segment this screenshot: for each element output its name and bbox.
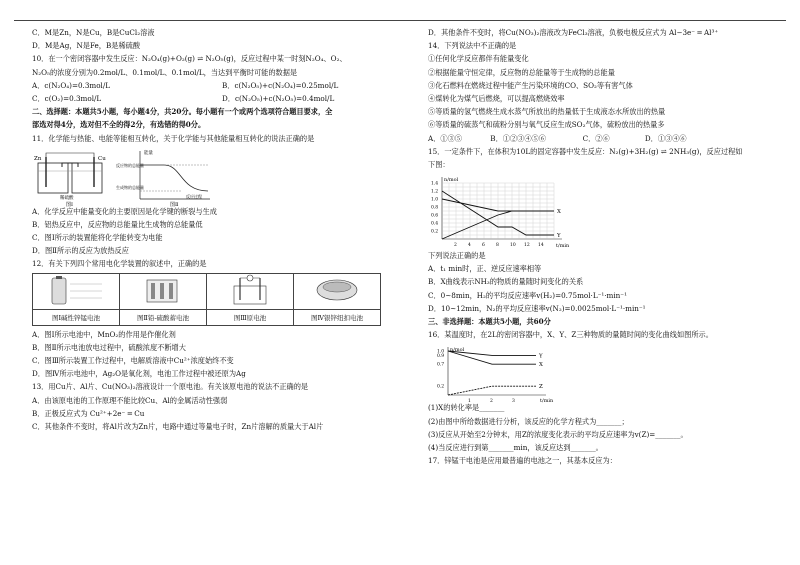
chart1-series-x-label: X	[557, 209, 561, 216]
q11-option-c: C．图Ⅰ所示的装置能将化学能转变为电能	[32, 233, 163, 243]
chart1-y-tick-label: 1.2	[431, 189, 439, 195]
chart1-y-tick-label: 0.4	[431, 221, 439, 227]
q14-options	[428, 134, 800, 144]
cell-1-image	[33, 273, 120, 309]
chart1-ylabel: n/mol	[444, 177, 459, 184]
q12-option-a: A．图Ⅰ所示电池中，MnO₂的作用是作催化剂	[32, 329, 176, 339]
q12-option-b: B．图Ⅱ所示电池放电过程中，硫酸浓度不断增大	[32, 342, 186, 352]
chart1-y-tick-label: 0.6	[431, 213, 439, 219]
q10-option-b: B．c(N₂O₅)+c(N₂O₄)=0.25mol/L	[222, 80, 339, 90]
chart2-y-tick-label: 1.0	[437, 349, 445, 355]
figure-1-cell	[34, 153, 106, 207]
q14-option-a: A．①③⑤	[428, 133, 462, 143]
q15-option-b: B．X曲线表示NH₃的物质的量随时间变化的关系	[428, 277, 584, 287]
cell-2-image	[120, 273, 207, 309]
q15-option-c: C．0~8min，H₂的平均反应速率v(H₂)=0.75mol·L⁻¹·min⁻¹	[428, 290, 627, 300]
alkaline-battery-icon	[46, 274, 106, 306]
q12-caption-row	[33, 309, 381, 325]
q15-stem: 15．一定条件下，在体积为10L的固定容器中发生反应：N₂(g)+3H₂(g) ⇌ 2NH₃(g)，反应过程如	[428, 146, 743, 156]
q11-stem: 11．化学能与热能、电能等能相互转化，关于化学能与其他能量相互转化的说法正确的是	[32, 133, 315, 143]
q16-part-1: (1)X的转化率是_______	[428, 403, 505, 413]
chart2-series-x-label: X	[539, 362, 543, 369]
chart2-x-tick-label: 1	[468, 399, 471, 404]
section-2-heading: 二、选择题：本题共5小题，每小题4分，共20分。每小题有一个或两个选项符合题目要求，全	[32, 107, 333, 117]
left-column	[32, 28, 412, 435]
q10-options-cd	[32, 94, 412, 104]
chart1-y-tick-label: 1.4	[431, 181, 439, 187]
q14-option-d: D．①③④⑥	[644, 133, 687, 143]
section-3-heading: 三、非选择题：本题共5小题，共60分	[428, 317, 551, 326]
q16-chart	[428, 343, 568, 403]
q12-stem: 12．有关下列四个常用电化学装置的叙述中，正确的是	[32, 259, 207, 269]
chart1-x-tick-label: 2	[454, 243, 457, 249]
q12-option-d: D．图Ⅳ所示电池中，Ag₂O是氧化剂，电池工作过程中被还原为Ag	[32, 369, 246, 379]
q12-option-c: C．图Ⅲ所示装置工作过程中，电解质溶液中Cu²⁺浓度始终不变	[32, 356, 234, 365]
chart2-series-z-line	[448, 387, 536, 396]
chart1-x-tick-label: 12	[524, 243, 530, 249]
q14-statement-2: ②根据能量守恒定律，反应物的总能量等于生成物的总能量	[428, 67, 615, 77]
q16-part-3: (3)反应从开始至2分钟末，用Z的浓度变化表示的平均反应速率为v(Z)=_______。	[428, 429, 688, 439]
figure-2-label: 图Ⅱ	[170, 201, 179, 207]
cell-4-image	[294, 273, 381, 309]
q15-stem-2: 下图：	[428, 159, 450, 169]
figure-1-cu-label: Cu	[98, 155, 106, 162]
q14-statement-4: ④煤转化为煤气后燃烧，可以提高燃烧效率	[428, 93, 565, 103]
chart1-x-tick-label: 10	[510, 243, 516, 249]
q15-option-a: A．t₁ min时，正、逆反应速率相等	[428, 264, 542, 274]
q15-question: 下列说法正确的是	[428, 251, 486, 261]
cell-2-caption: 图Ⅱ铅-硫酸蓄电池	[120, 309, 207, 325]
q13-option-d: D．其他条件不变时，将Cu(NO₃)₂溶液改为FeCl₃溶液，负极电极反应式为 Al−3e⁻ ═ Al³⁺	[428, 28, 719, 37]
figure-2-energy-label: 能量	[144, 150, 153, 156]
right-column	[428, 28, 800, 469]
chart2-series-z-label: Z	[539, 384, 543, 391]
q16-stem: 16．某温度时，在2L的密闭容器中，X、Y、Z三种物质的量随时间的变化曲线如图所示。	[428, 330, 713, 340]
chart1-xlabel: t/min	[556, 243, 570, 250]
q14-statement-3: ③化石燃料在燃烧过程中能产生污染环境的CO、SO₂等有害气体	[428, 80, 633, 90]
q17-stem: 17．锌锰干电池是应用最普遍的电池之一，其基本反应为：	[428, 456, 617, 466]
q9-option-d: D．M是Ag，N是Fe，B是稀硫酸	[32, 41, 141, 51]
q16-part-4: (4)当反应进行到第_______min，该反应达到_______。	[428, 442, 603, 452]
figure-1-label: 图Ⅰ	[66, 201, 73, 207]
q10-stem-2: N₂O₅的浓度分别为0.2mol/L、0.1mol/L、0.1mol/L，当达到平衡时可能的数据是	[32, 67, 298, 77]
figure-2-energy-diagram	[116, 149, 210, 207]
q13-stem: 13．用Cu片、Al片、Cu(NO₃)₂溶液设计一个原电池。有关该原电池的说法不正确的是	[32, 382, 309, 392]
chart1-y-tick-label: 1.0	[431, 197, 439, 203]
q13-option-a: A．由该原电池的工作原理不能比较Cu、Al的金属活动性强弱	[32, 395, 228, 405]
button-cell-icon	[307, 274, 367, 306]
q16-part-2: (2)由图中所给数据进行分析，该反应的化学方程式为_______；	[428, 416, 629, 426]
figure-2-products-label: 生成物的总能量	[116, 184, 144, 190]
q14-statement-5: ⑤等质量的氢气燃烧生成水蒸气所放出的热量低于生成液态水所放出的热量	[428, 107, 666, 117]
cell-1-caption: 图Ⅰ碱性锌锰电池	[33, 309, 120, 325]
q14-option-c: C．②⑥	[582, 133, 610, 143]
q11-option-a: A．化学反应中能量变化的主要原因是化学键的断裂与生成	[32, 206, 217, 216]
q12-image-row	[33, 273, 381, 309]
chart1-y-tick-label: 0.2	[431, 229, 439, 235]
q9-option-c: C．M是Zn，N是Cu，B是CuCl₂溶液	[32, 28, 155, 37]
chart1-x-tick-label: 4	[468, 243, 471, 249]
q14-statement-6: ⑥等质量的硫蒸气和硫粉分别与氧气反应生成SO₂气体，硫粉放出的热量多	[428, 120, 665, 130]
q14-option-b: B．①②③④⑤⑥	[490, 133, 546, 143]
header-rule	[14, 20, 786, 21]
q11-option-d: D．图Ⅱ所示的反应为放热反应	[32, 246, 129, 256]
q11-option-b: B．铝热反应中，反应物的总能量比生成物的总能量低	[32, 219, 203, 229]
chart2-y-tick-label: 0.2	[437, 385, 445, 391]
q10-option-d: D．c(N₂O₅)+c(N₂O₅)=0.4mol/L	[222, 93, 335, 103]
chart2-y-tick-label: 0.9	[437, 354, 445, 360]
section-2-heading-2: 部选对得4分，选对但不全的得2分，有选错的得0分。	[32, 120, 206, 130]
chart1-x-tick-label: 8	[496, 243, 499, 249]
chart1-x-tick-label: 6	[482, 243, 485, 249]
cell-4-caption: 图Ⅳ银锌纽扣电池	[294, 309, 381, 325]
q15-option-d: D．10~12min，N₂的平均反应速率v(N₂)=0.0025mol·L⁻¹·min⁻¹	[428, 303, 646, 313]
q10-options-ab	[32, 81, 412, 91]
q10-option-c: C．c(O₂)=0.3mol/L	[32, 93, 102, 103]
q10-option-a: A．c(N₂O₄)=0.3mol/L	[32, 80, 111, 90]
chart1-x-tick-label: 14	[538, 243, 544, 249]
q13-option-b: B．正极反应式为 Cu²⁺+2e⁻ ═ Cu	[32, 408, 145, 418]
figure-1-zn-label: Zn	[34, 155, 42, 162]
q15-chart	[428, 173, 578, 251]
chart1-series-y-label: Y	[557, 233, 561, 240]
cell-3-caption: 图Ⅲ原电池	[207, 309, 294, 325]
figure-1-acid-label: 稀硫酸	[60, 195, 74, 201]
q14-statement-1: ①任何化学反应都伴有能量变化	[428, 54, 529, 64]
chart2-x-tick-label: 2	[490, 399, 493, 404]
q10-stem: 10．在一个密闭容器中发生反应：N₂O₄(g)+O₂(g) ⇌ N₂O₅(g)，反应过程中某一时刻N₂O₄、O₂、	[32, 54, 347, 64]
chart2-xlabel: t/min	[540, 398, 554, 404]
q13-option-c: C．其他条件不变时，将Al片改为Zn片，电路中通过等量电子时，Zn片溶解的质量大于Al片	[32, 421, 324, 431]
figure-2-process-label: 反应过程	[186, 193, 202, 199]
chart2-x-tick-label: 3	[512, 399, 515, 404]
figure-2-reactants-label: 反应物的总能量	[116, 162, 144, 168]
q11-figures	[32, 147, 222, 207]
q12-battery-table	[32, 273, 381, 326]
q14-stem: 14．下列说法中不正确的是	[428, 41, 517, 51]
cell-3-image	[207, 273, 294, 309]
galvanic-cell-icon	[220, 274, 280, 306]
chart2-y-tick-label: 0.7	[437, 363, 445, 369]
chart2-ylabel: n/mol	[450, 347, 465, 354]
lead-acid-battery-icon	[133, 274, 193, 306]
chart2-series-y-label: Y	[539, 353, 543, 360]
chart1-y-tick-label: 0.8	[431, 205, 439, 211]
